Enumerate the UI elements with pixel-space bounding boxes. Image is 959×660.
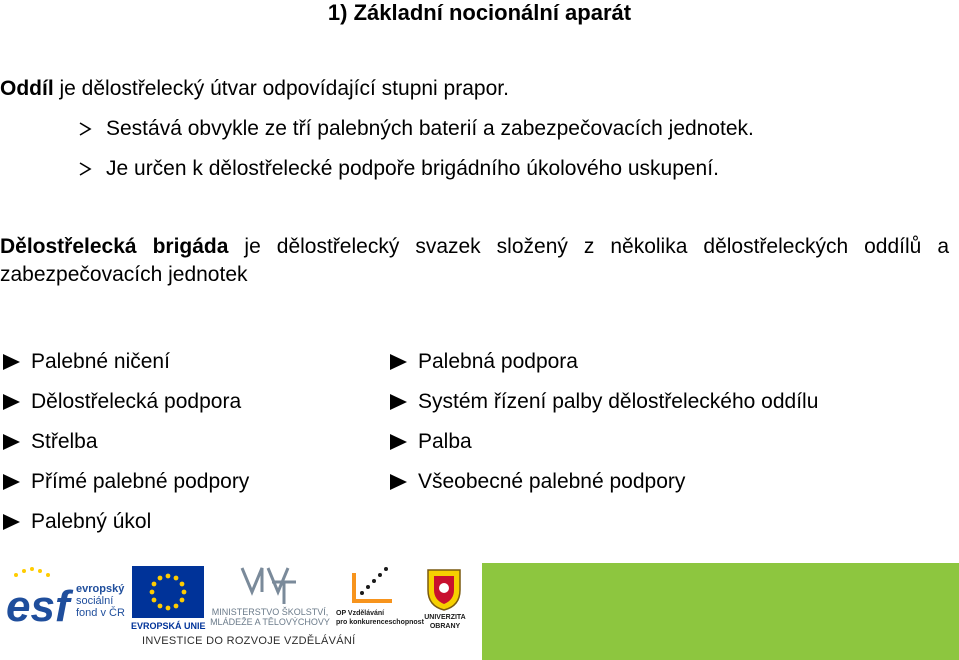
triangle-bullet-icon [390, 394, 407, 410]
definition-text: je dělostřelecký útvar odpovídající stupni prapor. [53, 77, 509, 100]
definition-text: je dělostřelecký svazek složený z několika dělostřeleckých oddílů a zabezpečovacích jednotek [0, 235, 950, 286]
eu-label: EVROPSKÁ UNIE [131, 621, 206, 631]
term-item [390, 342, 818, 382]
term-label: Palebná podpora [418, 350, 578, 373]
uo-text: UNIVERZITA OBRANY [424, 614, 466, 630]
definition-brigada [0, 233, 949, 289]
arrowhead-bullet-icon [78, 121, 92, 137]
footer-caption: INVESTICE DO ROZVOJE VZDĚLÁVÁNÍ [142, 635, 356, 647]
bullet-text: Sestává obvykle ze tří palebných baterií a zabezpečovacích jednotek. [106, 117, 754, 140]
definition-term: Dělostřelecká brigáda [0, 235, 229, 258]
triangle-bullet-icon [3, 514, 20, 530]
term-label: Palba [418, 430, 472, 453]
term-label: Dělostřelecká podpora [31, 390, 242, 413]
term-item [3, 382, 249, 422]
term-item [390, 422, 818, 462]
term-item [3, 422, 249, 462]
terms-right-column [390, 342, 818, 502]
esf-text: evropský sociální fond v ČR [76, 583, 125, 619]
term-label: Přímé palebné podpory [31, 470, 250, 493]
term-item [3, 462, 249, 502]
term-label: Systém řízení palby dělostřeleckého oddílu [418, 390, 819, 413]
term-item [390, 382, 818, 422]
term-label: Palebné ničení [31, 350, 170, 373]
univerzita-obrany-crest-icon [424, 566, 464, 612]
triangle-bullet-icon [390, 354, 407, 370]
triangle-bullet-icon [390, 474, 407, 490]
triangle-bullet-icon [3, 394, 20, 410]
definition-term: Oddíl [0, 77, 54, 100]
triangle-bullet-icon [3, 474, 20, 490]
bullet-item [78, 154, 719, 184]
arrowhead-bullet-icon [78, 161, 92, 177]
op-vzdelavani-logo [348, 565, 400, 607]
op-text: OP Vzdělávání pro konkurenceschopnost [336, 610, 424, 626]
msmt-text: MINISTERSTVO ŠKOLSTVÍ, MLÁDEŽE A TĚLOVÝCHOVY [210, 607, 330, 627]
term-item [3, 502, 249, 542]
bullet-text: Je určen k dělostřelecké podpoře brigádního úkolového uskupení. [106, 157, 719, 180]
triangle-bullet-icon [3, 434, 20, 450]
definition-oddil [0, 74, 509, 104]
terms-left-column [3, 342, 249, 542]
term-item [390, 462, 818, 502]
eu-flag-icon [132, 566, 204, 618]
term-label: Všeobecné palebné podpory [418, 470, 686, 493]
term-label: Střelba [31, 430, 98, 453]
green-panel [482, 563, 959, 660]
triangle-bullet-icon [3, 354, 20, 370]
msmt-logo [238, 564, 298, 608]
svg-text:esf: esf [6, 582, 70, 629]
term-label: Palebný úkol [31, 510, 152, 533]
page-title: 1) Základní nocionální aparát [327, 0, 632, 25]
footer-logo-bar [0, 563, 959, 660]
term-item [3, 342, 249, 382]
triangle-bullet-icon [390, 434, 407, 450]
bullet-item [78, 114, 754, 144]
